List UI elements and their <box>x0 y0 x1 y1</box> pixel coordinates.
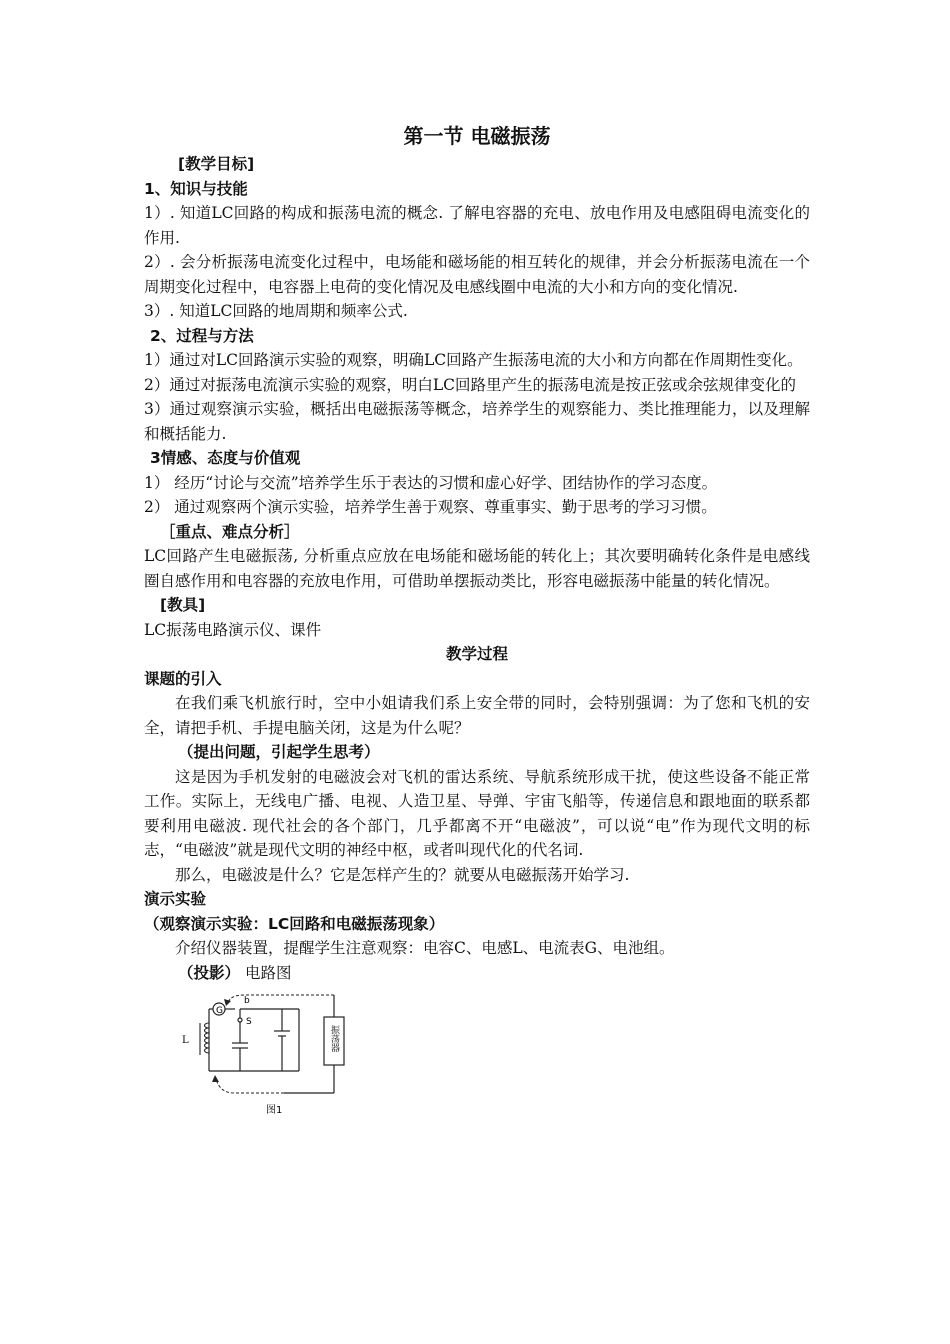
projection-label: （投影） <box>178 963 241 982</box>
arrow-bottom <box>212 1075 219 1082</box>
document-title: 第一节 电磁振荡 <box>403 124 551 148</box>
demo-paragraph-1: 介绍仪器装置，提醒学生注意观察：电容C、电感L、电流表G、电池组。 <box>175 939 675 957</box>
oscillator-label: 振荡器 <box>329 1025 339 1052</box>
projection-line <box>144 961 810 986</box>
demo-note: （观察演示实验：LC回路和电磁振荡现象） <box>144 914 445 933</box>
teaching-goals-heading: [教学目标] <box>178 155 255 173</box>
intro-paragraph-3: 那么，电磁波是什么？它是怎样产生的？就要从电磁振荡开始学习. <box>175 865 630 884</box>
inductor-l-label: L <box>182 1035 189 1046</box>
intro-paragraph-1: 在我们乘飞机旅行时，空中小姐请我们系上安全带的同时，会特别强调：为了您和飞机的安全，请把手机、手提电脑关闭，这是为什么呢？ <box>144 694 810 737</box>
switch-contact <box>238 1018 242 1022</box>
arrow-top <box>224 999 231 1006</box>
section-2-item-3: 3）通过观察演示实验，概括出电磁振荡等概念，培养学生的观察能力、类比推理能力，以及理解和概括能力. <box>144 400 810 443</box>
tools-text: LC振荡电路演示仪、课件 <box>144 620 322 639</box>
dashed-line-bottom <box>216 1079 284 1093</box>
focus-text: LC回路产生电磁振荡, 分析重点应放在电场能和磁场能的转化上；其次要明确转化条件是电感线圈自感作用和电容器的充放电作用，可借助单摆振动类比，形容电磁振荡中能量的转化情况。 <box>144 547 810 590</box>
contact-b-label: b <box>244 996 250 1006</box>
process-heading: 教学过程 <box>445 645 508 663</box>
demo-heading: 演示实验 <box>144 890 207 908</box>
inductor-coil <box>200 1023 209 1055</box>
intro-heading: 课题的引入 <box>144 669 222 688</box>
section-2-heading: 2、过程与方法 <box>150 326 254 345</box>
section-1-heading: 1、知识与技能 <box>144 179 248 198</box>
circuit-diagram <box>144 989 810 1119</box>
tools-heading: [教具] <box>160 596 206 614</box>
inductor-turns <box>205 1023 210 1053</box>
figure-caption: 图1 <box>266 1105 283 1116</box>
section-1-item-3: 3）. 知道LC回路的地周期和频率公式. <box>144 302 408 320</box>
intro-note: （提出问题，引起学生思考） <box>178 743 380 761</box>
focus-heading: ［重点、难点分析］ <box>160 522 300 541</box>
galvanometer-label: G <box>216 1006 223 1016</box>
section-3-item-2: 2） 通过观察两个演示实验，培养学生善于观察、尊重事实、勤于思考的学习习惯。 <box>144 498 717 516</box>
section-2-item-2: 2）通过对振荡电流演示实验的观察，明白LC回路里产生的振荡电流是按正弦或余弦规律变化的 <box>144 375 797 394</box>
section-3-item-1: 1） 经历“讨论与交流”培养学生乐于表达的习惯和虚心好学、团结协作的学习态度。 <box>144 473 718 492</box>
section-1-item-1: 1）. 知道LC回路的构成和振荡电流的概念. 了解电容器的充电、放电作用及电感阻碍电流变化的作用. <box>144 204 810 247</box>
section-1-item-2: 2）. 会分析振荡电流变化过程中，电场能和磁场能的相互转化的规律，并会分析振荡电流在一个周期变化过程中，电容器上电荷的变化情况及电感线圈中电流的大小和方向的变化情况. <box>144 253 810 296</box>
circuit-svg <box>174 989 374 1117</box>
projection-text: 电路图 <box>244 963 292 982</box>
section-2-item-1: 1）通过对LC回路演示实验的观察，明确LC回路产生振荡电流的大小和方向都在作周期性变化。 <box>144 351 803 369</box>
section-3-heading: 3情感、态度与价值观 <box>150 449 301 467</box>
document-content <box>144 120 810 1119</box>
intro-paragraph-2: 这是因为手机发射的电磁波会对飞机的雷达系统、导航系统形成干扰，使这些设备不能正常工作。实际上，无线电广播、电视、人造卫星、导弹、宇宙飞船等，传递信息和跟地面的联系都要利用电磁波. 现代社会的各个部门，几乎都离不开“电磁波”，可以说“电”作为现代文明的标志，“电磁波”就是现代文明的神经中枢，或者叫现代化的代名词. <box>144 767 810 859</box>
switch-s-label: S <box>246 1017 252 1027</box>
